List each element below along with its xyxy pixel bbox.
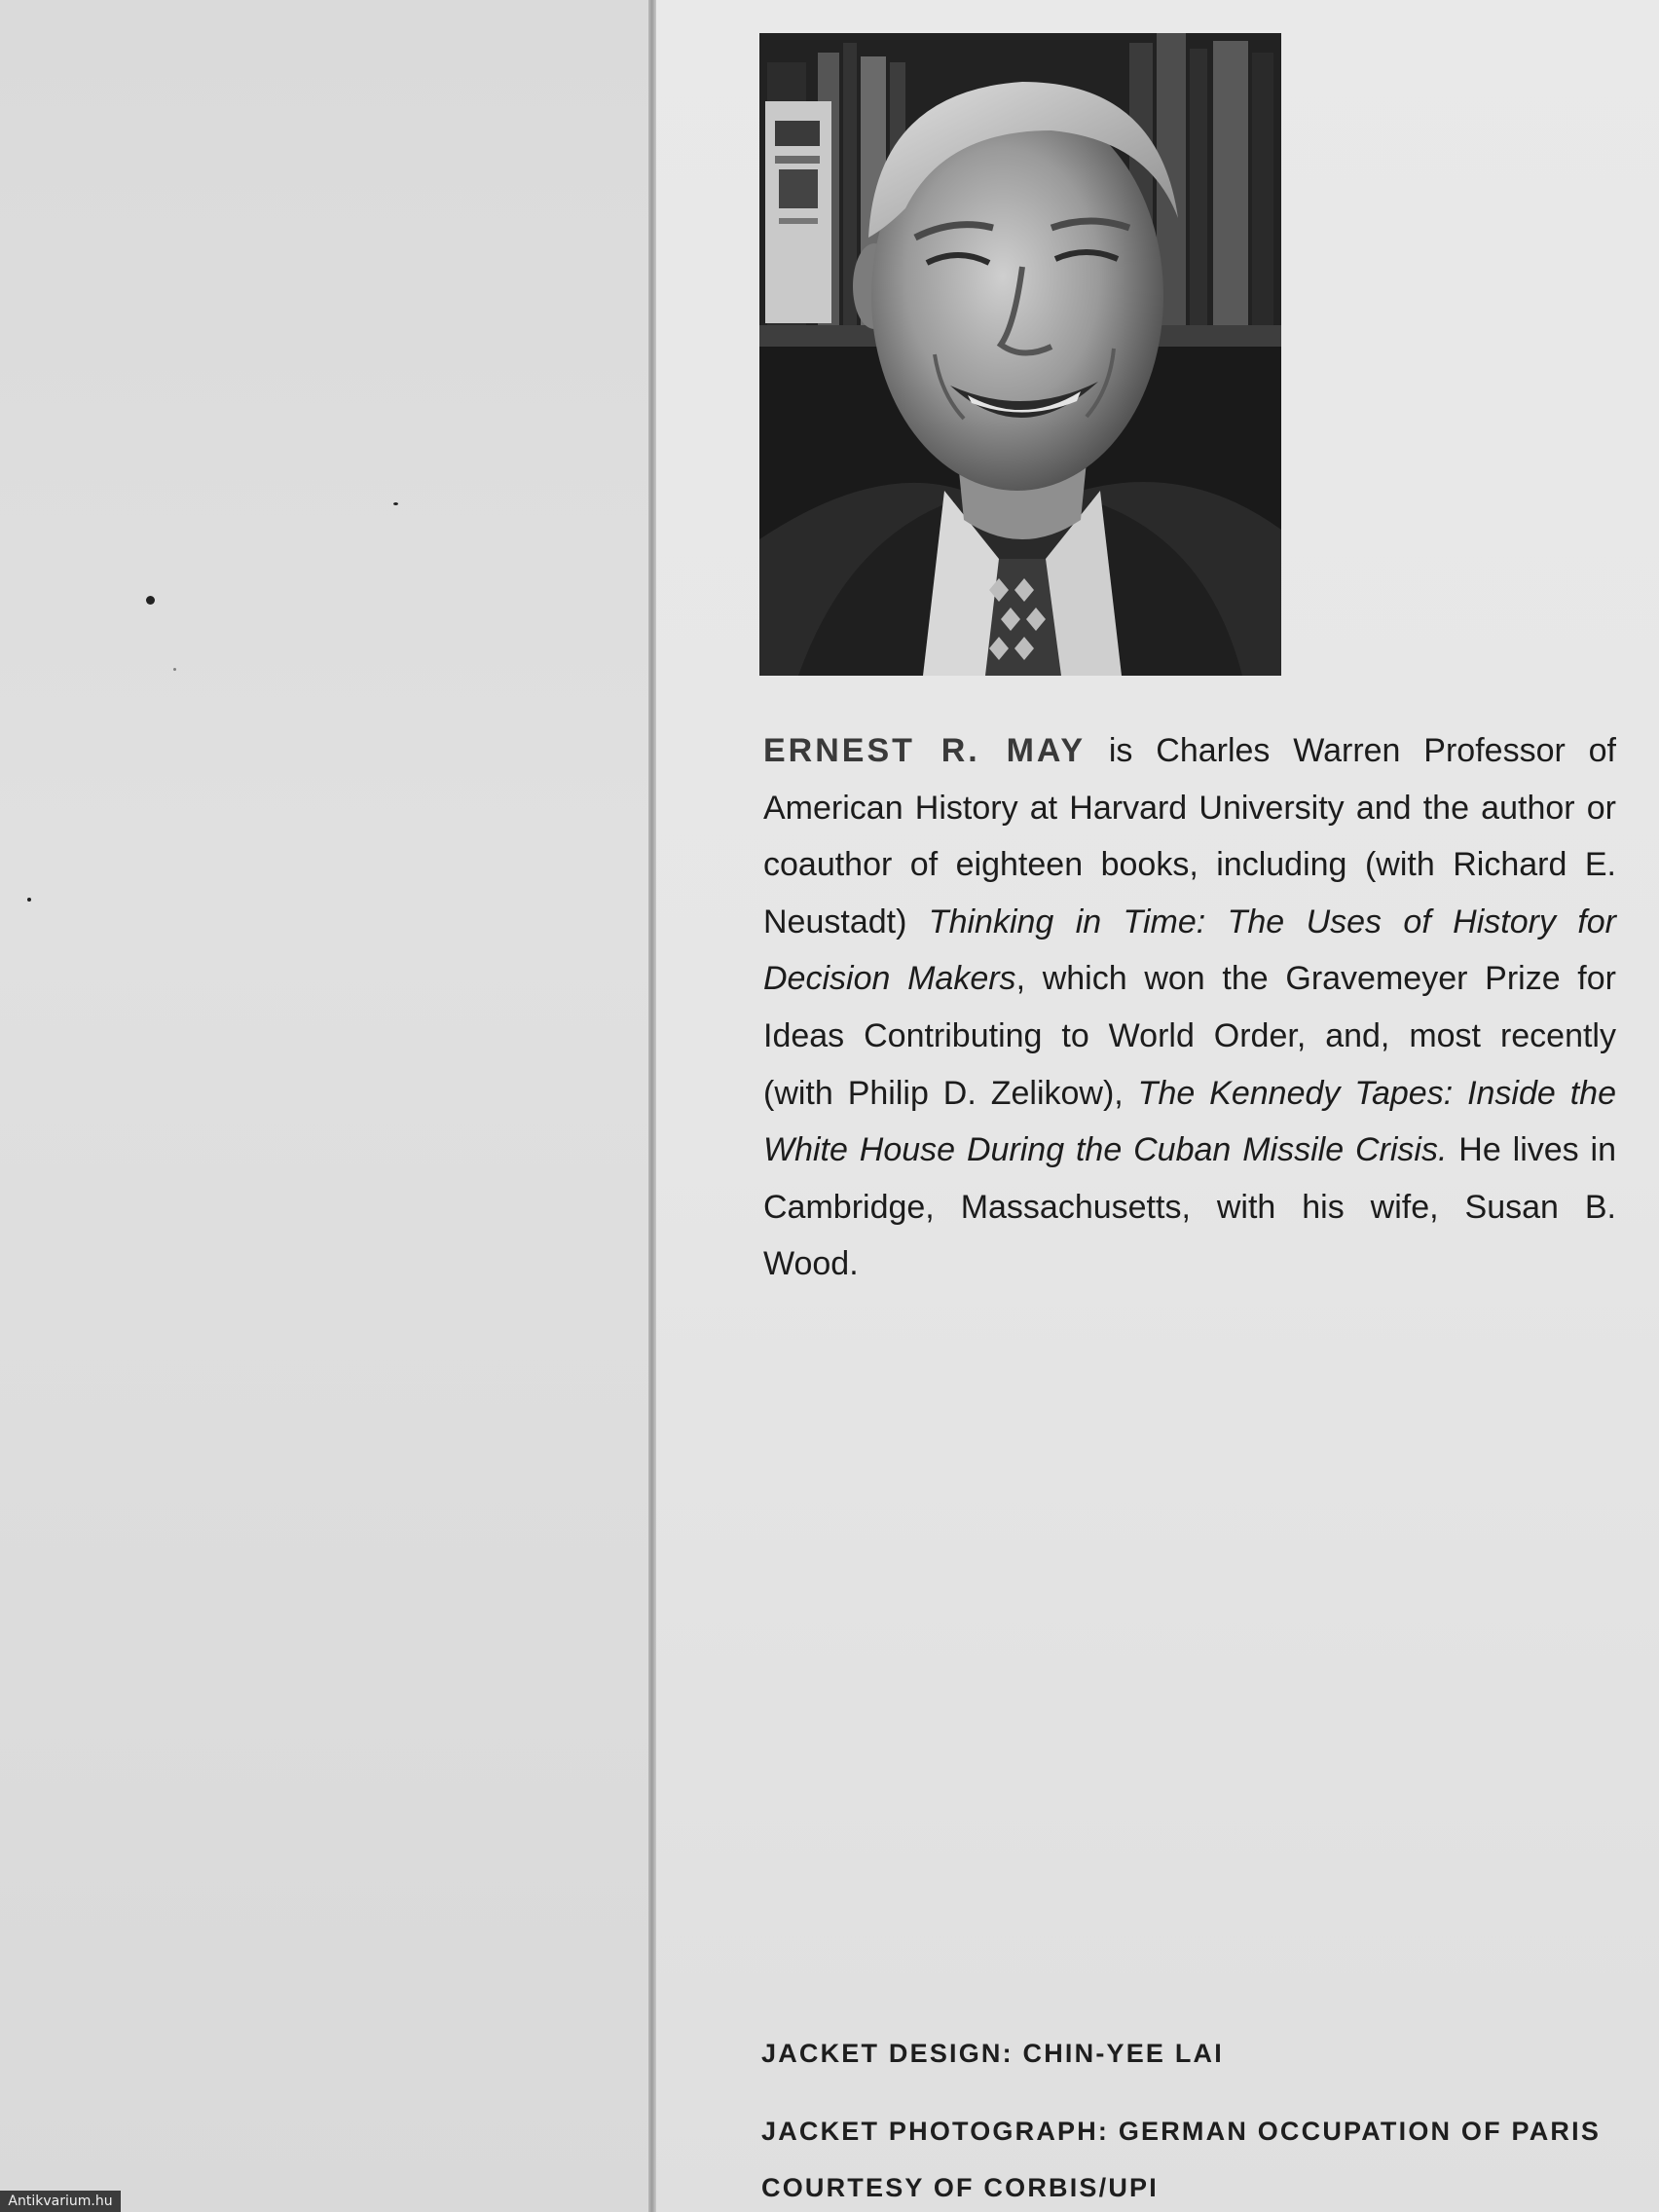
paper-speck — [146, 596, 155, 605]
paper-speck — [393, 502, 398, 505]
jacket-photo-credit — [761, 2103, 1638, 2212]
jacket-fold — [648, 0, 656, 2212]
paper-speck — [27, 898, 31, 902]
photo-credit-line: COURTESY OF CORBIS/UPI — [761, 2173, 1159, 2202]
book-title-thinking-in-time: Thinking in Time: The Uses of History for Decision Makers — [763, 903, 1617, 998]
blank-endpaper — [0, 0, 648, 2212]
bio-text: is Charles Warren Professor of American History at Harvard University and the author or coauthor of eighteen books, including (with Richard E. Neustadt) — [763, 732, 1617, 940]
watermark: Antikvarium.hu — [0, 2191, 121, 2212]
author-photo — [759, 33, 1281, 676]
bio-text: , which won the Gravemeyer Prize for Ideas Contributing to World Order, and, most recently (with Philip D. Zelikow), — [763, 960, 1616, 1112]
photo-credit-line: JACKET PHOTOGRAPH: GERMAN OCCUPATION OF PARIS — [761, 2117, 1602, 2146]
author-bio-paragraph — [763, 722, 1616, 1293]
paper-speck — [173, 668, 176, 671]
author-name: ERNEST R. MAY — [763, 732, 1087, 769]
jacket-design-credit: JACKET DESIGN: CHIN-YEE LAI — [761, 2039, 1224, 2068]
book-title-kennedy-tapes: The Kennedy Tapes: Inside the White House During the Cuban Missile Crisis. — [763, 1074, 1616, 1169]
bio-text: He lives in Cambridge, Massachusetts, with his wife, Susan B. Wood. — [763, 1131, 1617, 1283]
